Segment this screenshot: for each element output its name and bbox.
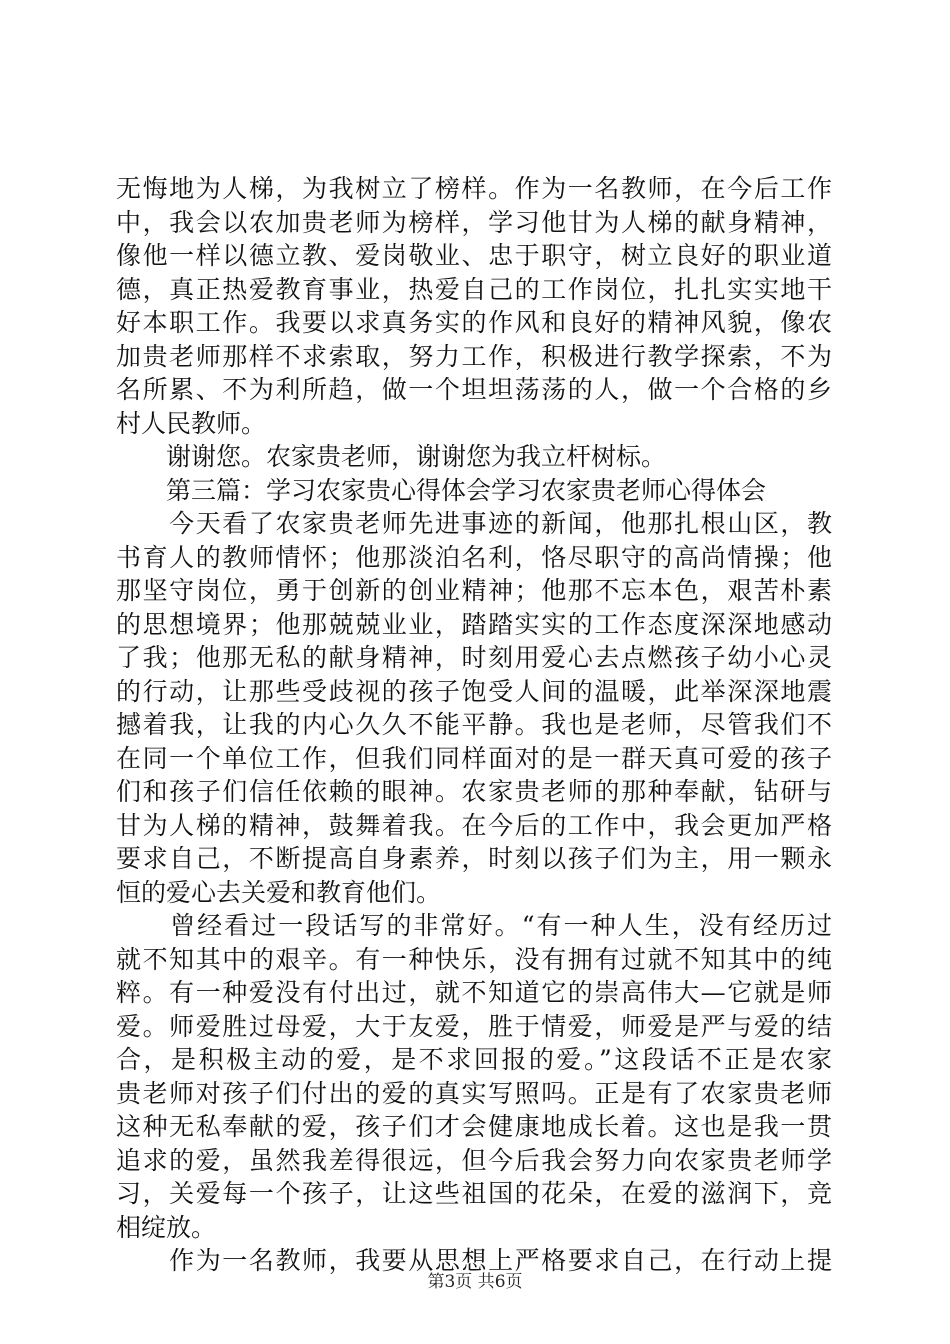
text-line: 要求自己，不断提高自身素养，时刻以孩子们为主，用一颗永 (116, 844, 832, 873)
text-line: 曾经看过一段话写的非常好。“有一种人生，没有经历过 (116, 911, 832, 940)
text-line: 德，真正热爱教育事业，热爱自己的工作岗位，扎扎实实地干 (116, 274, 832, 304)
text-line: 名所累、不为利所趋，做一个坦坦荡荡的人，做一个合格的乡 (116, 375, 832, 404)
section-heading: 第三篇：学习农家贵心得体会学习农家贵老师心得体会 (116, 475, 767, 505)
text-line: 合，是积极主动的爱，是不求回报的爱。”这段话不正是农家 (116, 1045, 832, 1074)
document-body (116, 172, 832, 1278)
text-line: 加贵老师那样不求索取，努力工作，积极进行教学探索，不为 (116, 341, 832, 371)
text-line: 的行动，让那些受歧视的孩子饱受人间的温暖，此举深深地震 (116, 676, 832, 706)
text-line: 书育人的教师情怀；他那淡泊名利，恪尽职守的高尚情操；他 (116, 542, 832, 572)
text-line: 就不知其中的艰辛。有一种快乐，没有拥有过就不知其中的纯 (116, 944, 832, 974)
text-line: 在同一个单位工作，但我们同样面对的是一群天真可爱的孩子 (116, 743, 832, 773)
text-line: 谢谢您。农家贵老师，谢谢您为我立杆树标。 (116, 442, 667, 471)
page-footer: 第3页 共6页 (427, 1272, 523, 1292)
text-line: 们和孩子们信任依赖的眼神。农家贵老师的那种奉献，钻研与 (116, 777, 832, 806)
text-line: 甘为人梯的精神，鼓舞着我。在今后的工作中，我会更加严格 (116, 810, 832, 840)
text-line: 这种无私奉献的爱，孩子们才会健康地成长着。这也是我一贯 (116, 1112, 832, 1141)
text-line: 今天看了农家贵老师先进事迹的新闻，他那扎根山区，教 (116, 509, 832, 538)
text-line: 那坚守岗位，勇于创新的创业精神；他那不忘本色，艰苦朴素 (116, 576, 832, 605)
text-line: 追求的爱，虽然我差得很远，但今后我会努力向农家贵老师学 (116, 1145, 832, 1175)
text-line: 相绽放。 (116, 1212, 217, 1242)
text-line: 中，我会以农加贵老师为榜样，学习他甘为人梯的献身精神， (116, 207, 832, 237)
text-line: 好本职工作。我要以求真务实的作风和良好的精神风貌，像农 (116, 308, 832, 337)
text-line: 撼着我，让我的内心久久不能平静。我也是老师，尽管我们不 (116, 710, 832, 739)
text-line: 的思想境界；他那兢兢业业，踏踏实实的工作态度深深地感动 (116, 609, 832, 639)
text-line: 了我；他那无私的献身精神，时刻用爱心去点燃孩子幼小心灵 (116, 643, 832, 672)
text-line: 习，关爱每一个孩子，让这些祖国的花朵，在爱的滋润下，竞 (116, 1179, 832, 1208)
text-line: 恒的爱心去关爱和教育他们。 (116, 877, 442, 907)
text-line: 爱。师爱胜过母爱，大于友爱，胜于情爱，师爱是严与爱的结 (116, 1011, 832, 1041)
text-line: 像他一样以德立教、爱岗敬业、忠于职守，树立良好的职业道 (116, 241, 832, 270)
text-line: 粹。有一种爱没有付出过，就不知道它的崇高伟大—它就是师 (116, 978, 832, 1007)
text-line: 无悔地为人梯，为我树立了榜样。作为一名教师，在今后工作 (116, 174, 832, 203)
text-line: 村人民教师。 (116, 408, 267, 438)
text-line: 贵老师对孩子们付出的爱的真实写照吗。正是有了农家贵老师 (116, 1078, 832, 1108)
text-line: 作为一名教师，我要从思想上严格要求自己，在行动上提 (116, 1246, 832, 1275)
